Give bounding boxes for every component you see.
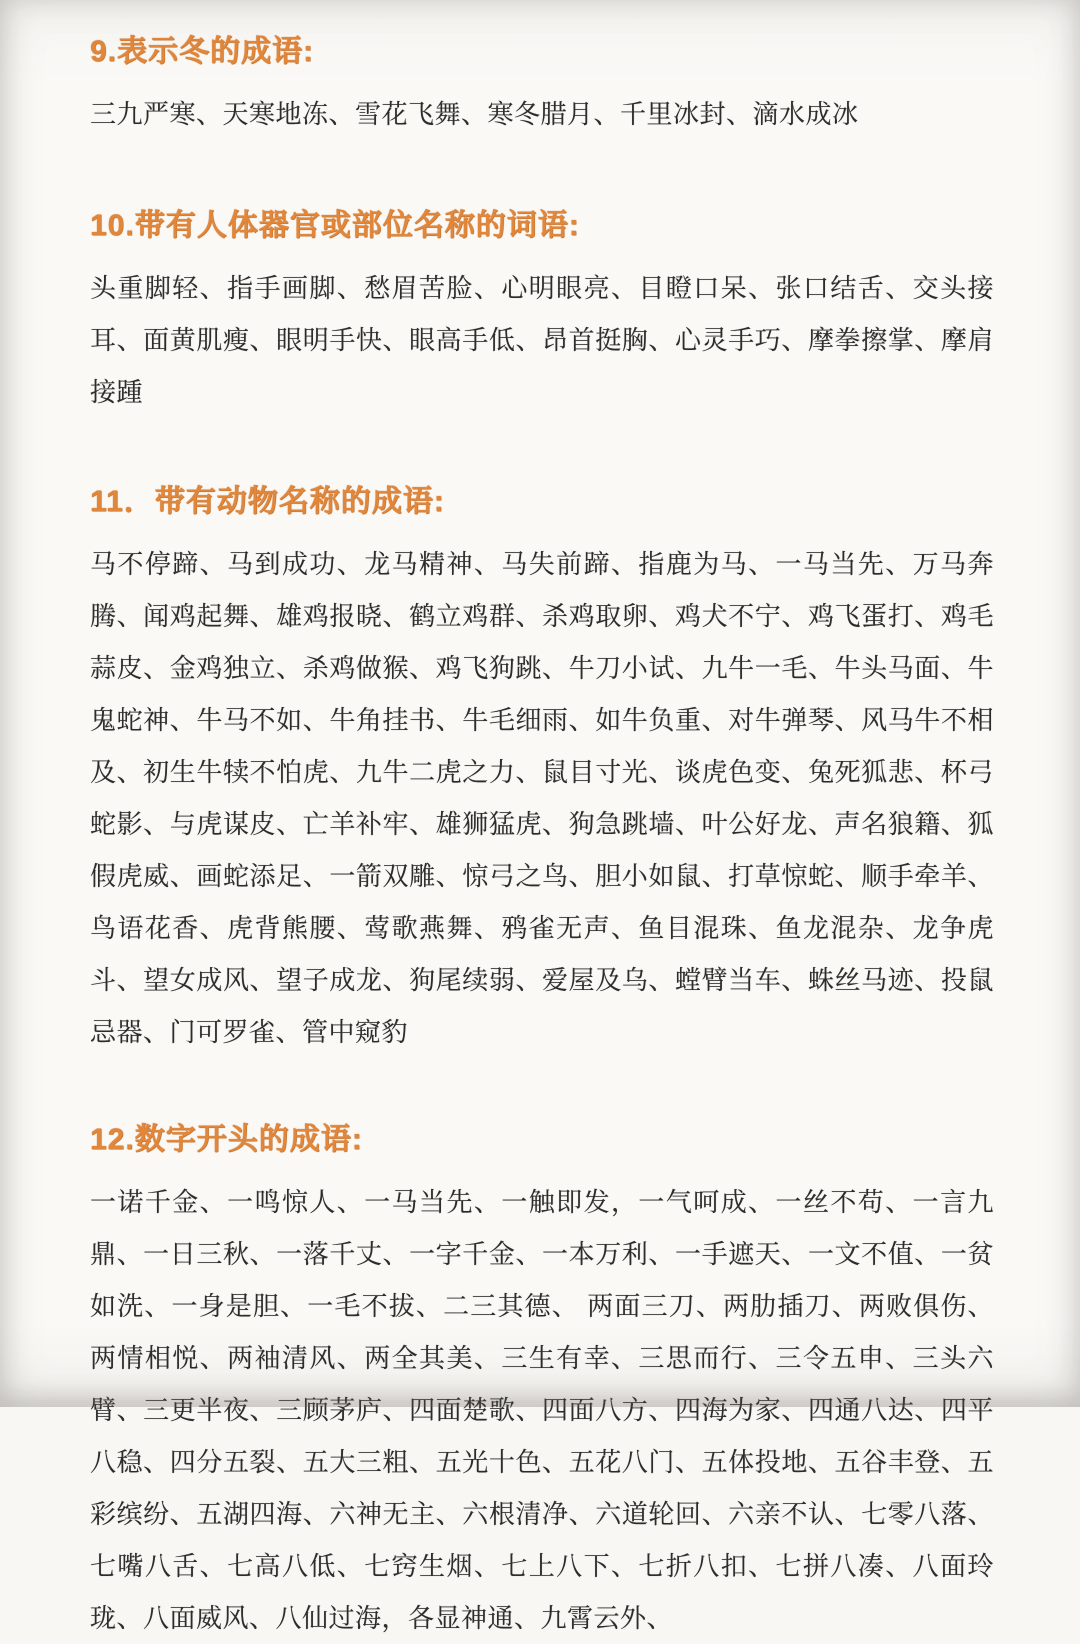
section-winter-idioms — [90, 30, 994, 140]
section-body-winter: 三九严寒、天寒地冻、雪花飞舞、寒冬腊月、千里冰封、滴水成冰 — [90, 99, 859, 129]
section-body-parts-words — [90, 204, 994, 418]
section-heading-numbers: 12.数字开头的成语: — [90, 1123, 363, 1156]
section-body-animals: 马不停蹄、马到成功、龙马精神、马失前蹄、指鹿为马、一马当先、万马奔腾、闻鸡起舞、雄鸡报晓、鹤立鸡群、杀鸡取卵、鸡犬不宁、鸡飞蛋打、鸡毛蒜皮、金鸡独立、杀鸡做猴、鸡飞狗跳、牛刀小试、九牛一毛、牛头马面、牛鬼蛇神、牛马不如、牛角挂书、牛毛细雨、如牛负重、对牛弹琴、风马牛不相及、初生牛犊不怕虎、九牛二虎之力、鼠目寸光、谈虎色变、兔死狐悲、杯弓蛇影、与虎谋皮、亡羊补牢、雄狮猛虎、狗急跳墙、叶公好龙、声名狼籍、狐假虎威、画蛇添足、一箭双雕、惊弓之鸟、胆小如鼠、打草惊蛇、顺手牵羊、鸟语花香、虎背熊腰、莺歌燕舞、鸦雀无声、鱼目混珠、鱼龙混杂、龙争虎斗、望女成风、望子成龙、狗尾续弱、爱屋及乌、螳臂当车、蛛丝马迹、投鼠忌器、门可罗雀、管中窥豹 — [90, 549, 994, 1047]
section-body-body-parts: 头重脚轻、指手画脚、愁眉苦脸、心明眼亮、目瞪口呆、张口结舌、交头接耳、面黄肌瘦、眼明手快、眼高手低、昂首挺胸、心灵手巧、摩拳擦掌、摩肩接踵 — [90, 273, 994, 407]
section-number-idioms — [90, 1118, 994, 1644]
section-heading-winter: 9.表示冬的成语: — [90, 35, 315, 68]
section-animal-idioms — [90, 480, 994, 1058]
section-heading-body-parts: 10.带有人体器官或部位名称的词语: — [90, 209, 580, 242]
section-heading-animals: 11．带有动物名称的成语: — [90, 485, 445, 518]
section-body-numbers: 一诺千金、一鸣惊人、一马当先、一触即发，一气呵成、一丝不苟、一言九鼎、一日三秋、一落千丈、一字千金、一本万利、一手遮天、一文不值、一贫如洗、一身是胆、一毛不拔、二三其德、 两面三刀、两肋插刀、两败俱伤、两情相悦、两袖清风、两全其美、三生有幸、三思而行、三令五申、三头六臂、三更半夜、三顾茅庐、四面楚歌、四面八方、四海为家、四通八达、四平八稳、四分五裂、五大三粗、五光十色、五花八门、五体投地、五谷丰登、五彩缤纷、五湖四海、六神无主、六根清净、六道轮回、六亲不认、七零八落、七嘴八舌、七高八低、七窍生烟、七上八下、七折八扣、七拼八凑、八面玲珑、八面威风、八仙过海，各显神通、九霄云外、 — [90, 1187, 994, 1633]
